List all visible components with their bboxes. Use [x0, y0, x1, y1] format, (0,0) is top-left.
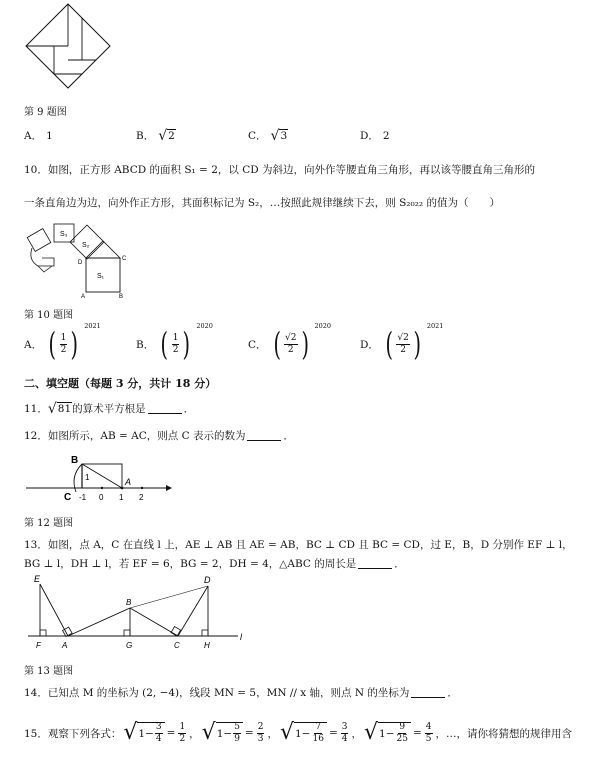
- q13-fig-a: A: [62, 641, 68, 650]
- q13-figure: [24, 572, 254, 658]
- q13-line1: 13．如图，点 A，C 在直线 l 上，AE ⊥ AB 且 AE = AB，BC ⊥ CD 且 BC = CD，过 E，B，D 分别作 EF ⊥ l，: [24, 539, 573, 551]
- q15-item-4: √ 1− $\frac{9}{25}$: [364, 722, 411, 744]
- q13-fig-f: F: [36, 641, 41, 650]
- q10-option-a: A． ( $\frac{1}{2}$ ) 2021: [24, 322, 101, 363]
- q13-answer-blank[interactable]: [358, 558, 392, 569]
- q12-figure: [24, 450, 174, 504]
- q13-fig-l: l: [240, 632, 242, 642]
- q10-fig-a: A: [81, 294, 86, 300]
- q9-caption: 第 9 题图: [24, 107, 67, 118]
- q10-line1: 10．如图，正方形 ABCD 的面积 S₁ = 2，以 CD 为斜边，向外作等腰直角三角形，再以该等腰直角三角形的: [24, 164, 536, 176]
- q12-fig-one: 1: [85, 473, 90, 482]
- q13-line2: BG ⊥ l，DH ⊥ l，若 EF = 6，BG = 2，DH = 4，△ABC 的周长是 ．: [24, 558, 405, 570]
- q13-fig-h: H: [204, 641, 210, 650]
- q13-caption: 第 13 题图: [24, 666, 74, 677]
- q15-text: 15．观察下列各式： √ 1− $\frac{3}{4}$ = $\frac{1}{2}$ ， √ 1− $\frac{5}{9}$ = $\frac{2}{3}$ ， √ 1− $\frac{7}{16}$ = $\frac{3}{4}$ ， √ 1− $\frac{9}{25}$ = $\frac{4}{5}$ ，…，请你将猜想的规律用含: [24, 720, 572, 745]
- q12-fig-a: A: [125, 477, 132, 487]
- q11-text: 11． √ 81 的算术平方根是 ．: [24, 400, 195, 417]
- q14-text: 14．已知点 M 的坐标为 (2, −4)，线段 MN = 5，MN // x 轴，则点 N 的坐标为 ．: [24, 687, 458, 699]
- q10-option-c: C． ( $\frac{√2}{2}$ ) 2020: [248, 322, 331, 363]
- q12-text: 12．如图所示，AB = AC，则点 C 表示的数为 ．: [24, 430, 294, 442]
- q13-fig-c: C: [174, 641, 180, 650]
- q9-option-b: B． √ 2: [136, 127, 175, 144]
- q12-caption: 第 12 题图: [24, 518, 74, 529]
- q9-option-d: D． 2: [360, 129, 390, 142]
- q12-fig-m1: -1: [79, 493, 87, 502]
- q9-option-c: C． √ 3: [248, 127, 288, 144]
- q10-fig-s3: S₃: [60, 231, 68, 238]
- q15-item-3: √ 1− $\frac{7}{16}$: [280, 722, 327, 744]
- section2-title: 二、填空题（每题 3 分，共计 18 分）: [24, 377, 217, 390]
- q12-fig-c: C: [64, 492, 72, 503]
- q9-figure: [24, 2, 112, 94]
- q10-option-d: D． ( $\frac{√2}{2}$ ) 2021: [360, 322, 444, 363]
- q10-figure: [24, 220, 134, 300]
- q10-fig-c: C: [122, 256, 127, 262]
- q15-item-2: √ 1− $\frac{5}{9}$: [202, 722, 243, 744]
- q14-answer-blank[interactable]: [411, 687, 445, 698]
- q12-fig-t2: 2: [139, 493, 144, 502]
- q10-fig-s1: S₁: [97, 273, 105, 280]
- q12-answer-blank[interactable]: [247, 430, 281, 441]
- q10-options: [24, 322, 584, 368]
- q10-fig-s2: S₂: [82, 242, 90, 249]
- q12-fig-zero: 0: [99, 493, 104, 502]
- q12-fig-b: B: [71, 455, 79, 466]
- q12-fig-t1: 1: [119, 493, 124, 502]
- q10-caption: 第 10 题图: [24, 310, 74, 321]
- q9-option-a: A． 1: [24, 129, 53, 142]
- q13-fig-e: E: [34, 574, 41, 584]
- q10-line2: 一条直角边为边，向外作正方形，其面积标记为 S₂，…按照此规律继续下去，则 S₂₀₂₂ 的值为（ ）: [24, 197, 500, 209]
- q15-item-1: √ 1− $\frac{3}{4}$: [123, 722, 164, 744]
- q13-fig-g: G: [126, 641, 133, 650]
- q10-fig-b: B: [119, 294, 124, 300]
- q10-option-b: B． ( $\frac{1}{2}$ ) 2020: [136, 322, 213, 363]
- q10-fig-d: D: [78, 260, 83, 266]
- q11-answer-blank[interactable]: [148, 403, 182, 414]
- q9-options: [24, 128, 584, 146]
- q13-fig-b: B: [126, 598, 132, 607]
- q13-fig-d: D: [204, 575, 211, 585]
